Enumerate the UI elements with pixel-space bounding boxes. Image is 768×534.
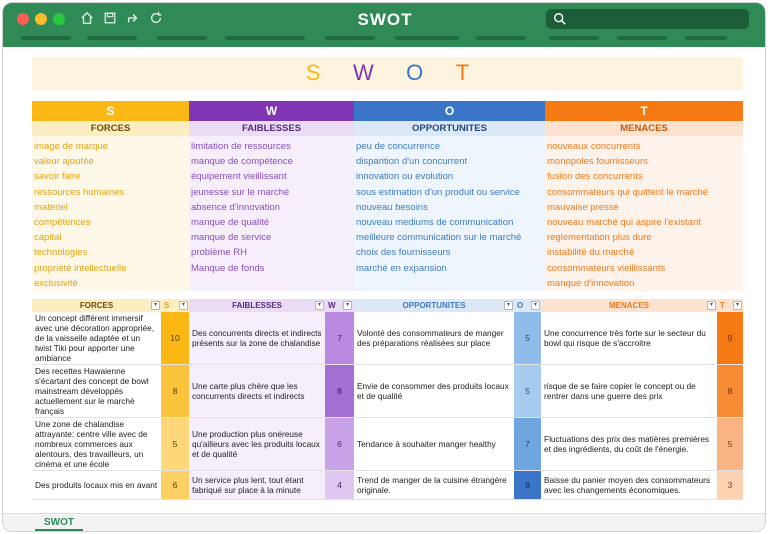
threats-title: MENACES	[545, 121, 743, 136]
search-box[interactable]	[546, 9, 749, 29]
list-item[interactable]: choix des fournisseurs	[356, 247, 451, 259]
list-item[interactable]: propriété intellectuelle	[34, 262, 127, 274]
list-item[interactable]: marché en expansion	[356, 262, 447, 274]
list-item[interactable]: manque d'innovation	[547, 277, 635, 289]
threats-letter: T	[545, 101, 743, 121]
list-item[interactable]: valeur ajoutée	[34, 156, 94, 168]
list-item[interactable]: disparition d'un concurrent	[356, 156, 468, 168]
header-o[interactable]: O	[514, 299, 541, 312]
t-score[interactable]: 8	[717, 365, 743, 417]
strengths-title: FORCES	[32, 121, 189, 136]
list-item[interactable]: nouveau marché qui aspire l'existant	[547, 216, 701, 228]
list-item[interactable]: manque de service	[191, 232, 272, 244]
list-item[interactable]: sous estimation d'un produit ou service	[356, 186, 520, 198]
toolbar-tab[interactable]	[685, 36, 727, 40]
header-w[interactable]: W	[325, 299, 354, 312]
w-score[interactable]: 8	[325, 365, 354, 417]
threats-column	[545, 101, 743, 291]
menaces-cell[interactable]: risque de se faire copier le concept ou de rentrer dans une guerre des prix	[544, 381, 696, 401]
strengths-column	[32, 101, 189, 291]
header-s[interactable]: S	[161, 299, 189, 312]
forces-cell[interactable]: Des recettes Hawaienne s'écartant des concept de bowl mainstream développés actuellement sur le marché français	[35, 366, 149, 416]
list-item[interactable]: instabilité du marché	[547, 247, 635, 259]
list-item[interactable]: consommateurs vieillissants	[547, 262, 666, 274]
banner-letter-t: T	[455, 60, 470, 85]
header-faiblesses[interactable]: FAIBLESSES	[189, 299, 325, 312]
list-item[interactable]: innovation ou evolution	[356, 171, 454, 183]
menaces-cell[interactable]: Une concurrence très forte sur le secteur du bowl qui risque de s'accroitre	[544, 328, 706, 348]
search-icon	[553, 12, 567, 26]
toolbar-tab[interactable]	[225, 36, 305, 40]
swot-matrix	[32, 101, 743, 291]
list-item[interactable]: manque de compétence	[191, 156, 293, 168]
list-item[interactable]: savoir faire	[34, 171, 81, 183]
menaces-cell[interactable]: Fluctuations des prix des matières premières et des ingrédients, du coût de l'énergie.	[544, 434, 710, 454]
o-score[interactable]: 7	[514, 418, 541, 470]
o-score[interactable]: 5	[514, 365, 541, 417]
app-window	[2, 2, 766, 532]
faiblesses-cell[interactable]: Une production plus onéreuse qu'ailleurs avec les produits locaux et de qualité	[189, 418, 325, 470]
banner-letter-o: O	[406, 60, 424, 85]
row-divider	[32, 499, 743, 500]
list-item[interactable]: jeunesse sur le marché	[191, 186, 290, 198]
forces-cell[interactable]: Un concept différent immersif avec une décoration appropriée, de la vaisselle adaptée et un twist Tiki pour apporter une ambiance	[35, 313, 155, 363]
header-t[interactable]: T	[717, 299, 743, 312]
opportunities-letter: O	[354, 101, 545, 121]
opportunities-column	[354, 101, 545, 291]
list-item[interactable]: image de marque	[34, 141, 108, 152]
w-score[interactable]: 7	[325, 312, 354, 364]
banner-letter-s: S	[305, 60, 321, 85]
opportunites-cell[interactable]: Envie de consommer des produits locaux et de qualité	[357, 381, 509, 401]
banner-letter-w: W	[352, 60, 374, 85]
list-item[interactable]: nouveau mediums de communication	[356, 216, 514, 228]
toolbar-tab[interactable]	[476, 36, 526, 40]
list-item[interactable]: absence d'innovation	[191, 201, 280, 213]
opportunites-cell[interactable]: Volonté des consommateurs de manger des préparations réalisées sur place	[357, 328, 504, 348]
spreadsheet-area[interactable]	[3, 47, 766, 513]
sheet-tabs-bar	[3, 513, 766, 532]
header-menaces[interactable]: MENACES	[541, 299, 717, 312]
weaknesses-column	[189, 101, 354, 291]
toolbar-tab[interactable]	[157, 36, 207, 40]
s-score[interactable]: 5	[161, 418, 189, 470]
w-score[interactable]: 6	[325, 418, 354, 470]
s-score[interactable]: 10	[161, 312, 189, 364]
s-score[interactable]: 6	[161, 471, 189, 499]
toolbar-tab[interactable]	[21, 36, 71, 40]
opportunities-list	[354, 136, 545, 291]
filter-dropdown-icon[interactable]: ▾	[504, 301, 513, 310]
app-title: SWOT	[357, 10, 413, 29]
active-tab-indicator	[35, 529, 83, 531]
list-item[interactable]: capital	[34, 232, 62, 244]
list-item[interactable]: limitation de ressources	[191, 141, 291, 152]
filter-dropdown-icon[interactable]: ▾	[531, 301, 540, 310]
toolbar-tab[interactable]	[549, 36, 599, 40]
o-score[interactable]: 9	[514, 471, 541, 499]
weaknesses-letter: W	[189, 101, 354, 121]
filter-dropdown-icon[interactable]: ▾	[315, 301, 324, 310]
forces-cell[interactable]: Une zone de chalandise attrayante: centre ville avec de nombreux commerces aux alentours, des travailleurs, un cinéma et une école	[35, 419, 148, 469]
list-item[interactable]: monopoles fournisseurs	[547, 156, 648, 168]
list-item[interactable]: ressources humaines	[34, 186, 125, 198]
t-score[interactable]: 3	[717, 471, 743, 499]
opportunities-title: OPPORTUNITES	[354, 121, 545, 136]
list-item[interactable]: reglementation plus dure	[547, 232, 652, 244]
t-score[interactable]: 9	[717, 312, 743, 364]
filter-dropdown-icon[interactable]: ▾	[707, 301, 716, 310]
faiblesses-cell[interactable]: Une carte plus chère que les concurrents directs et indirects	[189, 365, 325, 417]
menaces-cell[interactable]: Baisse du panier moyen des consommateurs avec les changements économiques.	[544, 475, 711, 495]
opportunites-cell[interactable]: Trend de manger de la cuisine étrangère originale.	[357, 475, 507, 495]
toolbar-tab[interactable]	[325, 36, 375, 40]
forces-cell[interactable]: Des produits locaux mis en avant	[35, 480, 158, 490]
filter-dropdown-icon[interactable]: ▾	[733, 301, 742, 310]
list-item[interactable]: nouveau besoins	[356, 201, 428, 213]
strengths-list	[32, 136, 189, 291]
list-item[interactable]: technologies	[34, 247, 88, 259]
list-item[interactable]: materiel	[34, 201, 68, 213]
filter-dropdown-icon[interactable]: ▾	[343, 301, 352, 310]
list-item[interactable]: mauvaise presse	[547, 201, 619, 213]
list-item[interactable]: nouveaux concurrents	[547, 141, 641, 152]
list-item[interactable]: meilleure communication sur le marché	[356, 232, 522, 244]
list-item[interactable]: consommateurs qui quittent le marché	[547, 186, 709, 198]
filter-dropdown-icon[interactable]: ▾	[179, 301, 188, 310]
weaknesses-list	[189, 136, 354, 291]
opportunites-cell[interactable]: Tendance à souhaiter manger healthy	[357, 439, 496, 449]
s-score[interactable]: 8	[161, 365, 189, 417]
list-item[interactable]: exclusivité	[34, 277, 78, 289]
weaknesses-title: FAIBLESSES	[189, 121, 354, 136]
header-forces[interactable]: FORCES	[32, 299, 161, 312]
filter-dropdown-icon[interactable]: ▾	[151, 301, 160, 310]
list-item[interactable]: manque de qualité	[191, 216, 270, 228]
list-item[interactable]: Manque de fonds	[191, 262, 265, 274]
list-item[interactable]: compétences	[34, 216, 91, 228]
list-item[interactable]: équipement vieillissant	[191, 171, 287, 183]
titlebar	[3, 3, 766, 47]
list-item[interactable]: problème RH	[191, 247, 247, 259]
o-score[interactable]: 5	[514, 312, 541, 364]
toolbar-tab[interactable]	[395, 36, 459, 40]
list-item[interactable]: peu de concurrence	[356, 141, 440, 152]
toolbar-tab[interactable]	[617, 36, 667, 40]
strengths-letter: S	[32, 101, 189, 121]
w-score[interactable]: 4	[325, 471, 354, 499]
faiblesses-cell[interactable]: Un service plus lent, tout étant fabriqué sur place à la minute	[189, 471, 325, 499]
threats-list	[545, 136, 743, 291]
toolbar-tab[interactable]	[87, 36, 137, 40]
t-score[interactable]: 5	[717, 418, 743, 470]
sheet-tab-swot[interactable]: SWOT	[44, 517, 74, 528]
header-opportunites[interactable]: OPPORTUNITES	[354, 299, 514, 312]
faiblesses-cell[interactable]: Des concurrents directs et indirects présents sur la zone de chalandise	[189, 312, 325, 364]
swot-banner	[32, 57, 743, 90]
list-item[interactable]: fusion des concurrents	[547, 171, 643, 183]
